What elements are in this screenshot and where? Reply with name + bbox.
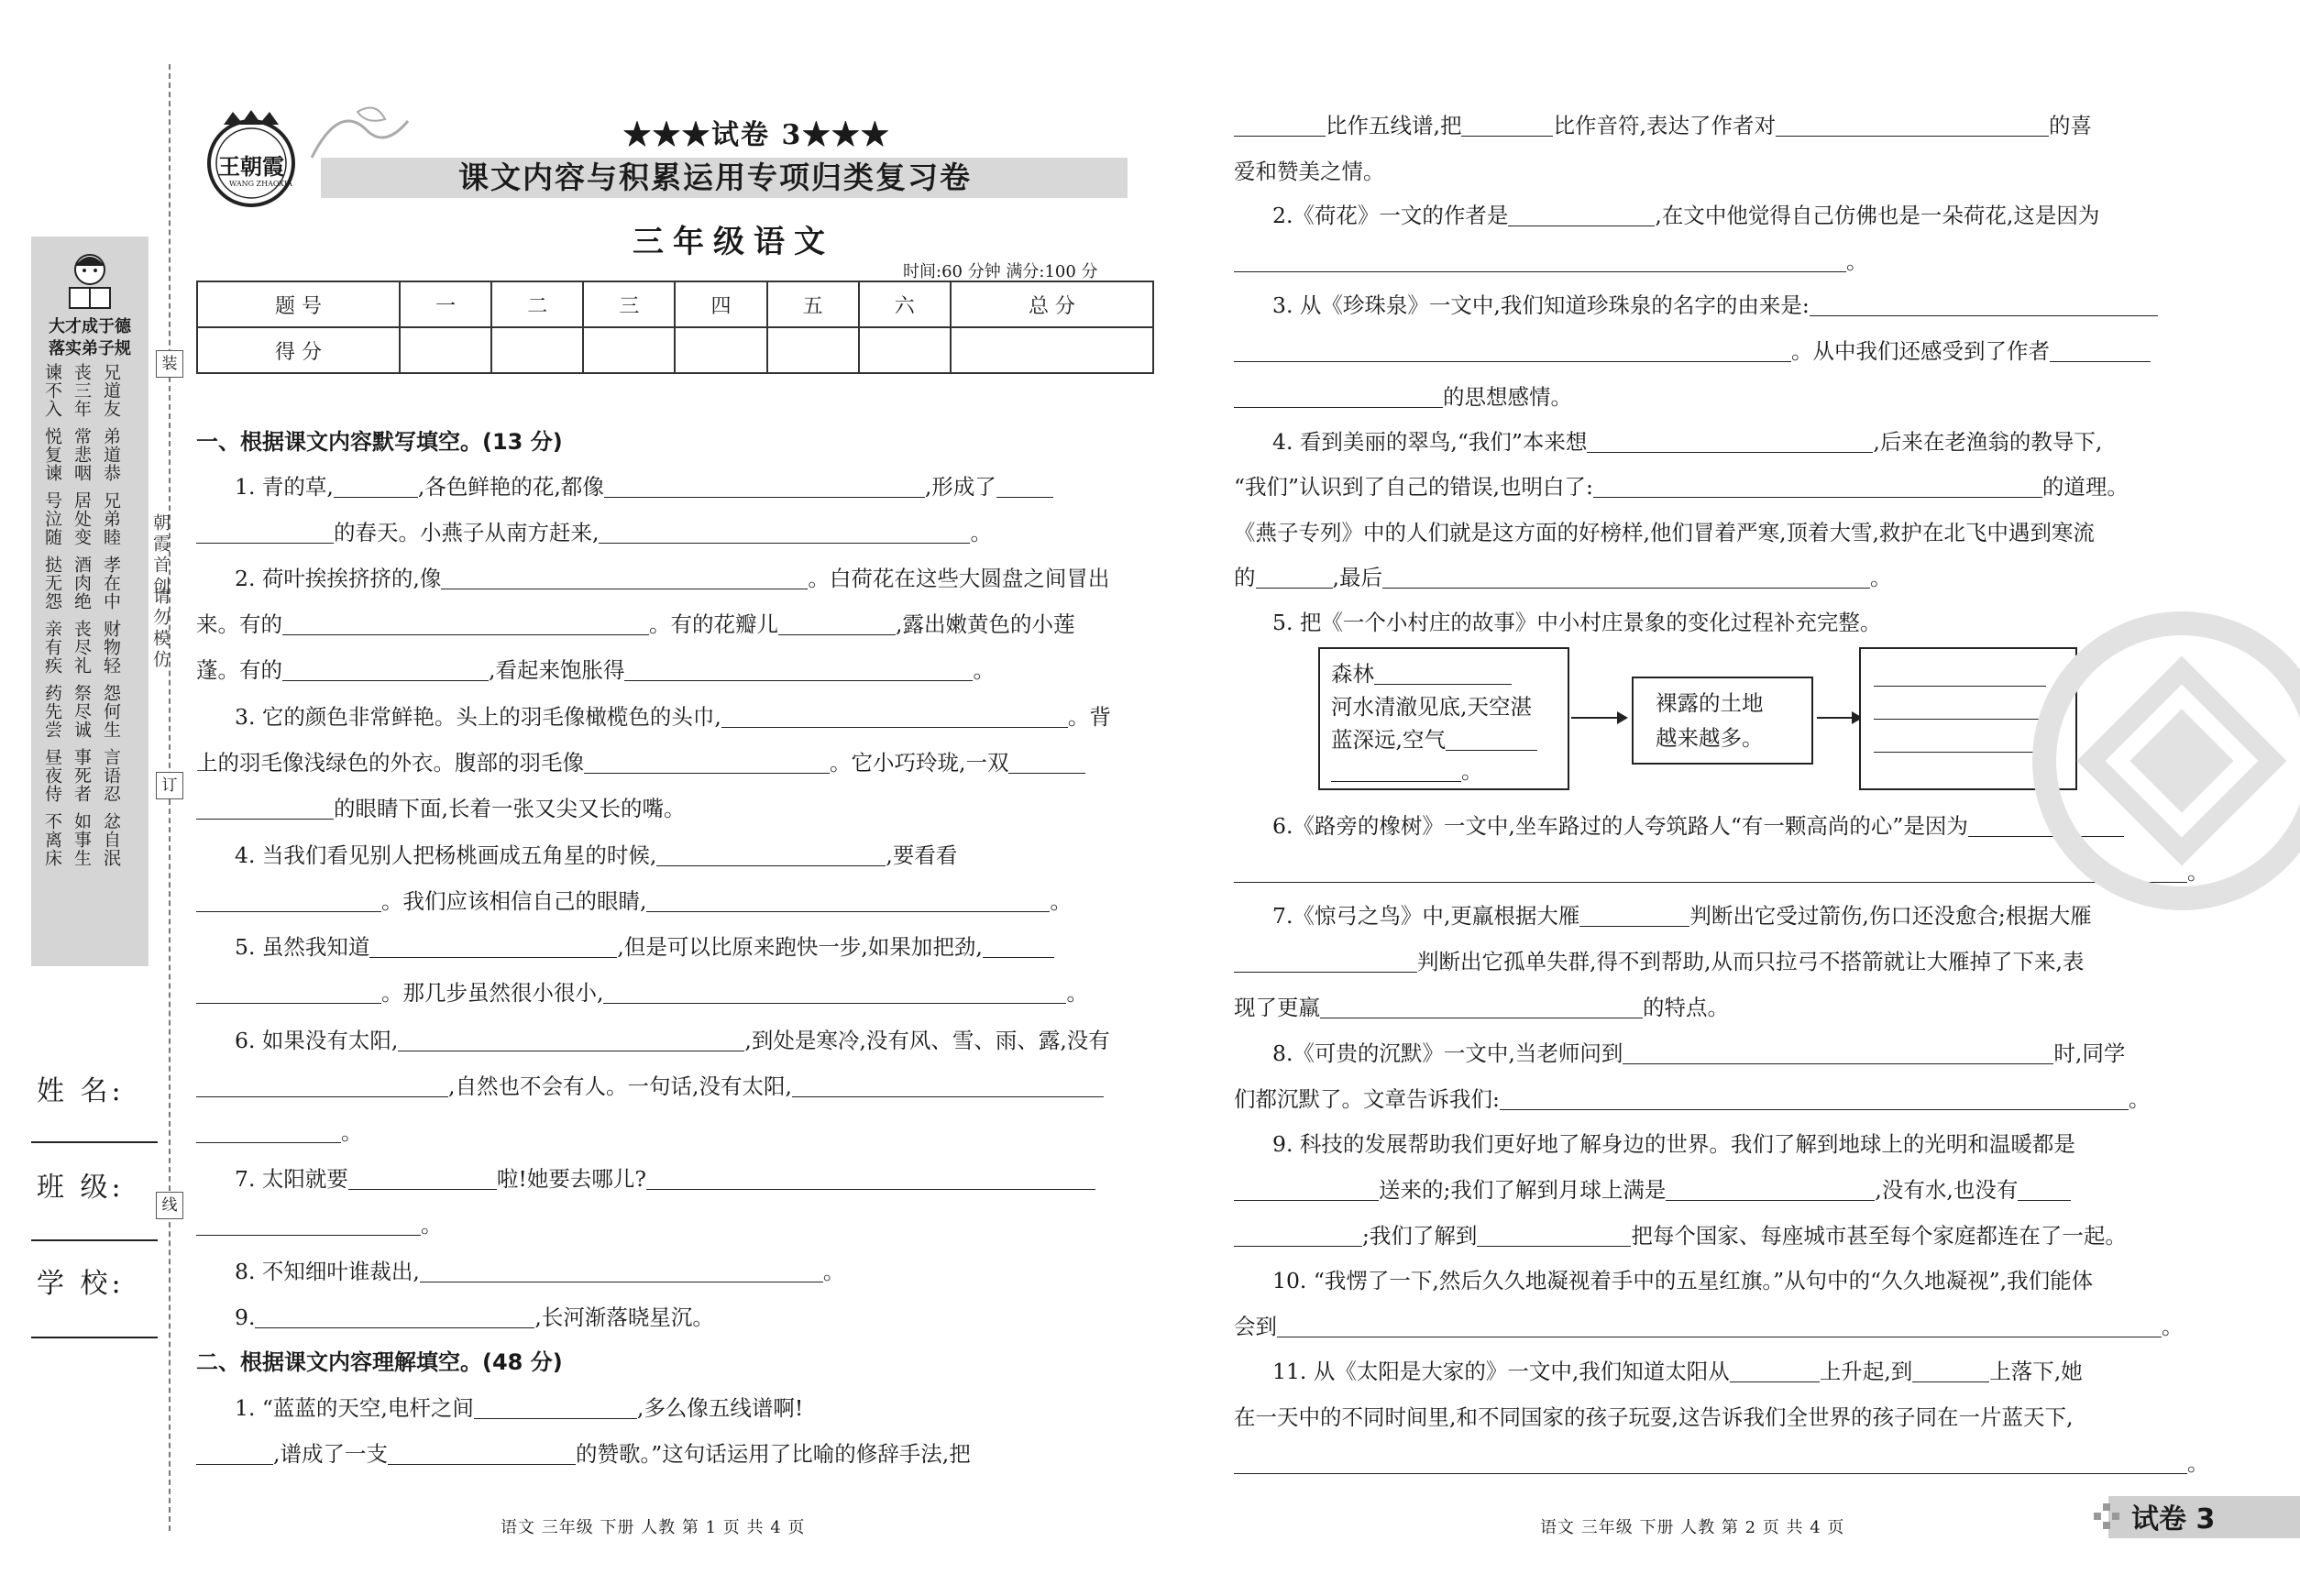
- r11-line3: [1234, 1446, 2209, 1477]
- q2-line3: [196, 653, 995, 684]
- q6-line1: [235, 1023, 1110, 1054]
- blank[interactable]: [1593, 476, 2042, 499]
- paper-title: 课文内容与积累运用专项归类复习卷: [458, 160, 972, 195]
- score-cell[interactable]: [400, 327, 491, 373]
- q4-text: 。: [1050, 888, 1072, 914]
- r11-line1: [1272, 1354, 2083, 1385]
- q9-text: 9.: [235, 1304, 256, 1330]
- q3-line3: [196, 791, 685, 822]
- p1-text: ,谱成了一支: [273, 1441, 388, 1467]
- q3-line1: [235, 699, 1111, 731]
- quote-col: 昼夜侍: [42, 748, 62, 803]
- q7-line2: [196, 1207, 443, 1238]
- blank[interactable]: [196, 1214, 421, 1237]
- q2-text: 蓬。有的: [196, 657, 282, 683]
- box1-text: 蓝深远,空气: [1331, 727, 1446, 753]
- r4-text: ,最后: [1332, 565, 1382, 590]
- blank[interactable]: [1508, 204, 1655, 227]
- q6-line3: [196, 1115, 363, 1146]
- q1-text: 1. 青的草,: [235, 474, 334, 500]
- r7-text: 判断出它孤单失群,得不到帮助,从而只拉弓不搭箭就让大雁掉了下来,表: [1417, 949, 2085, 974]
- r2-line1: [1272, 198, 2099, 229]
- blank[interactable]: [1234, 1452, 2187, 1475]
- checker-decoration-icon: [2094, 1503, 2121, 1531]
- r4-text: 。: [1869, 565, 1892, 590]
- r11-text: 。: [2187, 1450, 2209, 1476]
- r4-text: 的: [1234, 565, 1256, 590]
- blank[interactable]: [1477, 1225, 1631, 1248]
- r4-line2: [1234, 469, 2129, 501]
- quote-col: 居处变: [72, 491, 92, 546]
- score-cell[interactable]: [859, 327, 951, 373]
- q7-text: 7. 太阳就要: [235, 1166, 348, 1192]
- blank[interactable]: [1666, 1179, 1875, 1202]
- blank[interactable]: [603, 982, 1066, 1005]
- q2-line2: [196, 607, 1074, 638]
- blank[interactable]: [1579, 905, 1689, 928]
- score-header-cell: 六: [859, 281, 951, 327]
- q5-text: 5. 虽然我知道: [235, 934, 370, 960]
- q4-text: 。我们应该相信自己的眼睛,: [381, 888, 647, 914]
- r7-text: 现了更羸: [1234, 995, 1320, 1020]
- blank[interactable]: [420, 1260, 823, 1283]
- blank[interactable]: [604, 476, 925, 499]
- quote-col: 弟道恭: [101, 427, 121, 482]
- score-cell[interactable]: [675, 327, 766, 373]
- r4-text: 的道理。: [2041, 474, 2129, 500]
- p1-text: ,多么像五线谱啊!: [636, 1395, 804, 1421]
- r7-text: 的特点。: [1643, 995, 1729, 1020]
- r9-text: ;我们了解到: [1362, 1223, 1478, 1249]
- quote-columns: [39, 363, 141, 871]
- r9-line2: [1234, 1172, 2071, 1204]
- blank[interactable]: [1234, 951, 1417, 974]
- blank[interactable]: [584, 752, 830, 775]
- q4-line2: [196, 884, 1072, 915]
- r7-line3: [1234, 990, 1729, 1021]
- q4-text: 4. 当我们看见别人把杨桃画成五角星的时候,: [235, 842, 657, 868]
- quote-heading-1: 大才成于德: [49, 317, 131, 336]
- r7-text: 7.《惊弓之鸟》中,更羸根据大雁: [1272, 903, 1580, 929]
- r3-line2: [1234, 334, 2151, 365]
- r9-text: ,没有水,也没有: [1875, 1177, 2019, 1203]
- blank[interactable]: [369, 936, 617, 959]
- r7-line2: [1234, 944, 2084, 975]
- blank[interactable]: [196, 890, 381, 913]
- r2-line2: [1234, 244, 1868, 275]
- r1-text: 的喜: [2048, 113, 2092, 138]
- r4-text: “我们”认识到了自己的错误,也明白了:: [1234, 474, 1593, 500]
- q4-line1: [235, 838, 957, 869]
- q2-text: 来。有的: [196, 611, 282, 637]
- q3-text: 。它小巧玲珑,一双: [830, 750, 1009, 776]
- quote-col: 怨何生: [101, 684, 121, 739]
- blank[interactable]: [196, 798, 334, 820]
- q2-text: 2. 荷叶挨挨挤挤的,像: [235, 566, 442, 591]
- blank[interactable]: [196, 1443, 273, 1466]
- score-header-cell: 总 分: [951, 281, 1153, 327]
- blank[interactable]: [196, 1121, 341, 1144]
- blank[interactable]: [1320, 996, 1643, 1019]
- quote-col: 挞无怨: [42, 556, 62, 611]
- r8-text: 8.《可贵的沉默》一文中,当老师问到: [1272, 1040, 1623, 1066]
- school-line[interactable]: [31, 1337, 158, 1338]
- quote-col: 孝在中: [101, 556, 121, 611]
- blank[interactable]: [646, 1168, 1095, 1191]
- blank[interactable]: [1331, 760, 1461, 783]
- q2-text: ,露出嫩黄色的小莲: [896, 611, 1075, 637]
- q4-text: ,要看看: [886, 842, 958, 868]
- blank[interactable]: [646, 890, 1050, 913]
- quote-col: 兄弟睦: [101, 491, 121, 546]
- box1-text: 。: [1461, 758, 1483, 784]
- blank[interactable]: [398, 1029, 744, 1052]
- score-row-label: 得 分: [197, 327, 400, 373]
- blank[interactable]: [1776, 115, 2049, 138]
- quote-heading-2: 落实弟子规: [49, 339, 131, 358]
- r10-text: 。: [2162, 1314, 2184, 1339]
- box1-text: 森林: [1331, 661, 1374, 687]
- q2-text: 。: [973, 657, 995, 683]
- q6-text: 。: [341, 1119, 363, 1145]
- quote-col: 酒肉绝: [72, 556, 92, 611]
- q3-text: 的眼睛下面,长着一张又尖又长的嘴。: [334, 796, 686, 821]
- blank[interactable]: [474, 1397, 637, 1420]
- quote-col: 丧尽礼: [72, 620, 92, 675]
- school-label: 学 校:: [37, 1268, 125, 1300]
- blank[interactable]: [1234, 1225, 1362, 1248]
- q1-text: ,各色鲜艳的花,都像: [417, 474, 604, 500]
- r10-line1: 10. “我愣了一下,然后久久地凝视着手中的五星红旗。”从句中的“久久地凝视”,我们能体: [1272, 1268, 2094, 1293]
- paper-tag-text: 试卷 3: [2131, 1503, 2216, 1535]
- r2-text: 。: [1846, 248, 1868, 274]
- quote-col: 不离床: [42, 812, 62, 867]
- blank[interactable]: [1234, 340, 1791, 363]
- arrow-right-icon: [1571, 717, 1626, 719]
- blank[interactable]: [348, 1168, 497, 1191]
- r1-line2: 爱和赞美之情。: [1234, 159, 1385, 184]
- footer-page-1: 语文 三年级 下册 人教 第 1 页 共 4 页: [501, 1518, 806, 1537]
- blank[interactable]: [1912, 1360, 1989, 1383]
- q8-line: [235, 1254, 844, 1285]
- r1-line1: [1234, 108, 2092, 139]
- blank[interactable]: [1256, 567, 1333, 589]
- blank[interactable]: [334, 476, 418, 499]
- q3-text: 上的羽毛像浅绿色的外衣。腹部的羽毛像: [196, 750, 584, 776]
- q1-line1: [235, 469, 1053, 501]
- q1-line2: [196, 515, 992, 546]
- logo-subtext: WANG ZHAOXIA: [229, 180, 292, 188]
- blank[interactable]: [1234, 115, 1326, 138]
- r11-line2: 在一天中的不同时间里,和不同国家的孩子玩耍,这告诉我们全世界的孩子同在一片蓝天下,: [1234, 1404, 2074, 1430]
- q5-text: 。: [1066, 980, 1088, 1006]
- quote-col: 如事生: [72, 812, 92, 867]
- box2-line1: 裸露的土地: [1656, 690, 1764, 716]
- blank[interactable]: [388, 1443, 576, 1466]
- q1-text: 的春天。小燕子从南方赶来,: [334, 520, 600, 545]
- blank[interactable]: [1374, 663, 1512, 686]
- box1-line3: [1331, 722, 1537, 754]
- p1-line2: [196, 1436, 971, 1468]
- quote-col: 号泣随: [42, 491, 62, 546]
- diagram-box-forest: [1318, 647, 1569, 790]
- score-header-row: [197, 281, 1153, 327]
- q1-text: 。: [970, 520, 992, 545]
- blank[interactable]: [1008, 752, 1085, 775]
- r8-text: 。: [2128, 1086, 2151, 1112]
- q6-text: 6. 如果没有太阳,: [235, 1028, 399, 1053]
- class-line[interactable]: [31, 1239, 158, 1241]
- blank[interactable]: [1234, 1179, 1379, 1202]
- p1-text: 的赞歌。”这句话运用了比喻的修辞手法,把: [575, 1441, 971, 1467]
- diagram-box-bare-land: [1632, 677, 1813, 765]
- box1-line2: 河水清澈见底,天空湛: [1331, 694, 1532, 720]
- q9-text: ,长河渐落晓星沉。: [534, 1304, 714, 1330]
- q7-text: 啦!她要去哪儿?: [496, 1166, 646, 1192]
- q5-line2: [196, 975, 1088, 1007]
- q7-line1: [235, 1161, 1095, 1193]
- blank[interactable]: [1277, 1315, 2162, 1338]
- quote-heading: [37, 316, 143, 360]
- r8-text: 时,同学: [2053, 1040, 2126, 1066]
- footer-page-2: 语文 三年级 下册 人教 第 2 页 共 4 页: [1540, 1518, 1845, 1537]
- quote-col: 兄道友: [101, 363, 121, 418]
- r4-text: ,后来在老渔翁的教导下,: [1873, 429, 2103, 455]
- score-cell[interactable]: [583, 327, 675, 373]
- class-label: 班 级:: [37, 1172, 125, 1204]
- q2-line1: [235, 561, 1109, 592]
- p1-text: 1. “蓝蓝的天空,电杆之间: [235, 1395, 474, 1421]
- child-reading-icon: [53, 246, 127, 315]
- blank[interactable]: [1623, 1042, 2053, 1065]
- quote-col: 药先尝: [42, 684, 62, 739]
- q3-text: 3. 它的颜色非常鲜艳。头上的羽毛像橄榄色的头巾,: [235, 704, 721, 730]
- r8-line1: [1272, 1036, 2125, 1067]
- r1-text: 比作五线谱,把: [1326, 113, 1462, 138]
- binding-mark-zhuang: 装: [156, 350, 183, 378]
- blank[interactable]: [196, 982, 381, 1005]
- blank[interactable]: [282, 613, 649, 636]
- logo-text: 王朝霞: [218, 153, 284, 180]
- q3-text: 。背: [1067, 704, 1111, 730]
- score-header-cell: 三: [583, 281, 675, 327]
- quote-col: 财物轻: [101, 620, 121, 675]
- blank[interactable]: [2050, 340, 2151, 363]
- r5-line: 5. 把《一个小村庄的故事》中小村庄景象的变化过程补充完整。: [1272, 610, 1882, 635]
- binding-mark-ding: 订: [156, 772, 183, 799]
- r3-text: 3. 从《珍珠泉》一文中,我们知道珍珠泉的名字的由来是:: [1272, 292, 1810, 318]
- score-cell[interactable]: [951, 327, 1153, 373]
- r11-text: 上落下,她: [1989, 1359, 2083, 1384]
- blank[interactable]: [1587, 431, 1873, 454]
- score-cell[interactable]: [767, 327, 859, 373]
- blank[interactable]: [1730, 1360, 1820, 1383]
- r7-line1: [1272, 898, 2092, 930]
- copyright-vertical-1: 朝霞首创: [150, 513, 171, 598]
- q5-text: ,但是可以比原来跑快一步,如果加把劲,: [617, 934, 983, 960]
- r9-text: 把每个国家、每座城市甚至每个家庭都连在了一起。: [1631, 1223, 2127, 1249]
- r3-text: 的思想感情。: [1443, 384, 1572, 410]
- section-1-title: 一、根据课文内容默写填空。(13 分): [196, 429, 563, 455]
- blank[interactable]: [1234, 250, 1846, 273]
- score-header-cell: 四: [675, 281, 766, 327]
- q8-text: 8. 不知细叶谁裁出,: [235, 1259, 420, 1284]
- quote-col: 常悲咽: [72, 427, 92, 482]
- q2-text: 。有的花瓣儿: [649, 611, 778, 637]
- blank[interactable]: [1810, 294, 2158, 317]
- score-table: [196, 281, 1154, 374]
- blank[interactable]: [599, 522, 970, 545]
- q7-text: 。: [421, 1212, 443, 1238]
- q6-line2: [196, 1069, 1104, 1100]
- q6-text: ,自然也不会有人。一句话,没有太阳,: [448, 1073, 792, 1099]
- name-line[interactable]: [31, 1141, 158, 1143]
- q6-text: ,到处是寒冷,没有风、雪、雨、露,没有: [744, 1028, 1110, 1053]
- r4-line3: 《燕子专列》中的人们就是这方面的好榜样,他们冒着严寒,顶着大雪,救护在北飞中遇到寒流: [1234, 520, 2095, 545]
- blank[interactable]: [1461, 115, 1553, 138]
- blank[interactable]: [721, 706, 1068, 729]
- r10-line2: [1234, 1309, 2184, 1340]
- blank[interactable]: [996, 476, 1053, 499]
- quote-col: 丧三年: [72, 363, 92, 418]
- r11-text: 上升起,到: [1819, 1359, 1913, 1384]
- r11-text: 11. 从《太阳是大家的》一文中,我们知道太阳从: [1272, 1359, 1730, 1384]
- blank[interactable]: [1382, 567, 1870, 589]
- r4-line4: [1234, 560, 1891, 591]
- quote-col: 悦复谏: [42, 427, 62, 482]
- box1-line4: [1331, 754, 1483, 785]
- q1-text: ,形成了: [924, 474, 996, 500]
- quote-col: 祭尽诚: [72, 684, 92, 739]
- q2-text: 。白荷花在这些大圆盘之间冒出: [808, 566, 1110, 591]
- time-score-info: 时间:60 分钟 满分:100 分: [903, 262, 1098, 281]
- blank[interactable]: [656, 844, 886, 867]
- q3-line2: [196, 745, 1085, 776]
- quote-col: 言语忍: [101, 748, 121, 803]
- r6-text: 6.《路旁的橡树》一文中,坐车路过的人夸筑路人“有一颗高尚的心”是因为: [1272, 813, 1968, 839]
- box3-end: 。: [2048, 738, 2070, 764]
- name-label: 姓 名:: [37, 1075, 125, 1107]
- quote-col: 谏不入: [42, 363, 62, 418]
- quote-col: 事死者: [72, 748, 92, 803]
- paper-number: ★★★试卷 3★★★: [623, 119, 891, 151]
- blank[interactable]: [255, 1306, 534, 1329]
- secret-seal-watermark-icon: [2017, 596, 2300, 926]
- r10-text: 会到: [1234, 1314, 1277, 1339]
- grade-title: 三年级语文: [633, 224, 834, 260]
- r3-line3: [1234, 380, 1572, 411]
- blank[interactable]: [1234, 386, 1443, 409]
- copyright-vertical-2: 请勿模仿: [150, 587, 171, 671]
- blank[interactable]: [196, 522, 334, 545]
- score-value-row: [197, 327, 1153, 373]
- blank[interactable]: [1500, 1088, 2129, 1111]
- blank[interactable]: [1446, 729, 1537, 752]
- score-header-cell: 一: [400, 281, 491, 327]
- quote-col: 忿自泯: [101, 812, 121, 867]
- q8-text: 。: [822, 1259, 845, 1284]
- r3-text: 。从中我们还感受到了作者: [1791, 338, 2050, 364]
- r8-line2: [1234, 1082, 2150, 1113]
- r7-text: 判断出它受过箭伤,伤口还没愈合;根据大雁: [1689, 903, 2092, 929]
- blank[interactable]: [196, 1075, 448, 1098]
- r9-line1: 9. 科技的发展帮助我们更好地了解身边的世界。我们了解到地球上的光明和温暖都是: [1272, 1131, 2075, 1157]
- r9-text: 送来的;我们了解到月球上满是: [1379, 1177, 1667, 1203]
- arrow-right-icon: [1817, 717, 1861, 719]
- r6-text: 。: [2187, 859, 2209, 885]
- box2-line2: 越来越多。: [1656, 725, 1764, 751]
- box1-line1: [1331, 656, 1512, 688]
- p1-line1: [235, 1391, 803, 1422]
- r4-line1: [1272, 424, 2102, 456]
- blank[interactable]: [983, 936, 1054, 959]
- quote-col: 亲有疾: [42, 620, 62, 675]
- blank[interactable]: [792, 1075, 1104, 1098]
- r6-line1: [1272, 809, 2124, 840]
- score-header-cell: 题 号: [197, 281, 400, 327]
- r1-text: 比作音符,表达了作者对: [1553, 113, 1776, 138]
- r8-text: 们都沉默了。文章告诉我们:: [1234, 1086, 1500, 1112]
- blank[interactable]: [282, 659, 489, 682]
- r3-line1: [1272, 288, 2158, 319]
- score-header-cell: 五: [767, 281, 859, 327]
- r2-text: ,在文中他觉得自己仿佛也是一朵荷花,这是因为: [1655, 203, 2100, 228]
- blank[interactable]: [624, 659, 973, 682]
- q5-line1: [235, 930, 1054, 961]
- q9-line: [235, 1300, 714, 1331]
- q2-text: ,看起来饱胀得: [489, 657, 625, 683]
- blank[interactable]: [2018, 1179, 2071, 1202]
- blank[interactable]: [778, 613, 896, 636]
- binding-mark-xian: 线: [156, 1192, 183, 1219]
- r2-text: 2.《荷花》一文的作者是: [1272, 203, 1509, 228]
- score-header-cell: 二: [491, 281, 583, 327]
- r4-text: 4. 看到美丽的翠鸟,“我们”本来想: [1272, 429, 1588, 455]
- q5-text: 。那几步虽然很小很小,: [381, 980, 604, 1006]
- blank[interactable]: [441, 567, 808, 590]
- section-2-title: 二、根据课文内容理解填空。(48 分): [196, 1349, 563, 1375]
- score-cell[interactable]: [491, 327, 583, 373]
- r9-line3: [1234, 1218, 2127, 1249]
